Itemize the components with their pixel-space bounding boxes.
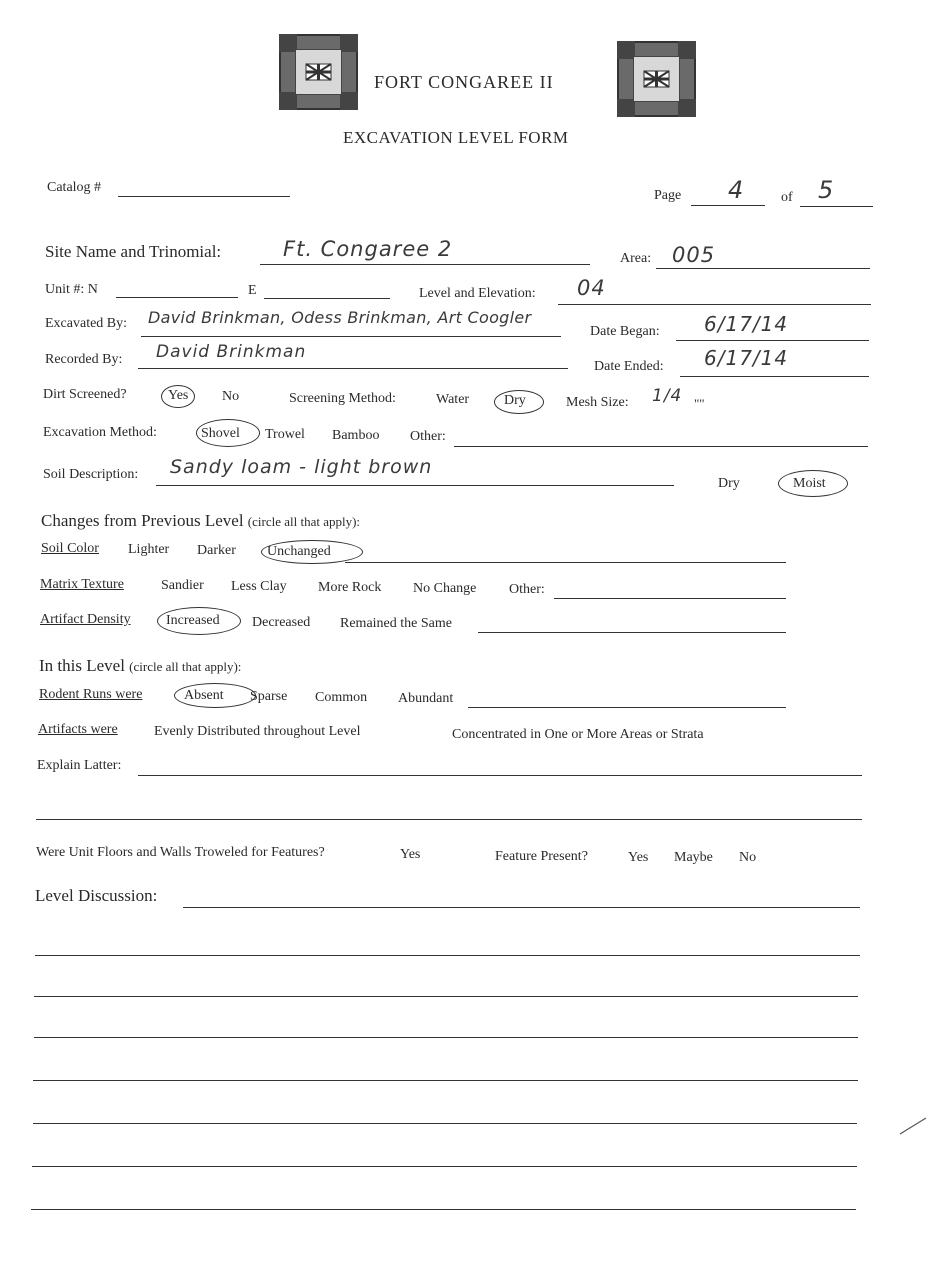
screening-dry-circle [494,390,544,414]
screening-dry-option[interactable]: Dry [504,393,526,408]
unit-e-field[interactable] [264,298,390,299]
discussion-line-8[interactable] [31,1209,856,1210]
discussion-line-6[interactable] [33,1123,857,1124]
date-began-label: Date Began: [590,324,660,339]
of-value: 5 [818,176,835,204]
matrix-more-rock[interactable]: More Rock [318,580,382,595]
soil-dry-option[interactable]: Dry [718,476,740,491]
soil-moist-circle [778,470,848,497]
discussion-line-4[interactable] [34,1037,858,1038]
excavation-method-label: Excavation Method: [43,425,157,440]
explain-field-2[interactable] [36,819,862,820]
matrix-sandier[interactable]: Sandier [161,578,204,593]
excavated-field[interactable] [141,336,561,337]
artifact-field[interactable] [478,632,786,633]
fort-emblem-right-icon [617,41,696,117]
level-value: 04 [577,276,606,300]
unit-n-field[interactable] [116,297,238,298]
method-bamboo-option[interactable]: Bamboo [332,428,380,443]
dirt-screened-label: Dirt Screened? [43,387,127,402]
rodent-common[interactable]: Common [315,690,368,705]
soil-color-label: Soil Color [41,541,99,556]
method-trowel-option[interactable]: Trowel [265,427,305,442]
site-label: Site Name and Trinomial: [45,242,222,261]
screening-water-option[interactable]: Water [436,392,470,407]
explain-latter-label: Explain Latter: [37,758,122,773]
method-shovel-circle [196,419,260,447]
artifact-decreased[interactable]: Decreased [252,615,311,630]
rodent-abundant[interactable]: Abundant [398,691,454,706]
dirt-yes-circle [161,385,195,408]
site-field[interactable] [260,264,590,265]
artifact-increased[interactable]: Increased [166,613,220,628]
soil-description-value: Sandy loam - light brown [170,456,433,478]
soil-description-label: Soil Description: [43,467,139,482]
troweled-question: Were Unit Floors and Walls Troweled for Features? [36,845,325,860]
changes-heading [41,511,360,531]
date-ended-value: 6/17/14 [704,346,789,370]
artifacts-concentrated[interactable]: Concentrated in One or More Areas or Strata [452,727,704,742]
artifact-remained[interactable]: Remained the Same [340,616,452,631]
rodent-absent-circle [174,683,256,708]
of-field[interactable] [800,206,873,207]
level-field[interactable] [558,304,871,305]
soil-description-field[interactable] [156,485,674,486]
page-field[interactable] [691,205,765,206]
of-label: of [781,190,793,205]
rodent-sparse[interactable]: Sparse [250,689,288,704]
mesh-size-label: Mesh Size: [566,395,629,410]
recorded-value: David Brinkman [156,342,307,362]
date-ended-field[interactable] [680,376,869,377]
fort-emblem-left-icon [279,34,358,110]
form-title: FORT CONGAREE II [374,72,554,92]
method-shovel-option[interactable]: Shovel [201,426,240,441]
area-value: 005 [672,243,716,267]
artifacts-were-label: Artifacts were [38,722,118,737]
soil-color-unchanged-circle [261,540,363,564]
explain-field-1[interactable] [138,775,862,776]
unit-e-label: E [248,283,257,298]
feature-maybe[interactable]: Maybe [674,850,713,865]
level-heading-note: (circle all that apply): [129,659,242,674]
feature-yes[interactable]: Yes [628,850,649,865]
method-other-option[interactable]: Other: [410,429,446,444]
area-label: Area: [620,251,652,266]
area-field[interactable] [656,268,870,269]
soil-color-field[interactable] [345,562,786,563]
site-value: Ft. Congaree 2 [283,237,453,261]
changes-heading-note: (circle all that apply): [247,514,361,529]
artifacts-evenly[interactable]: Evenly Distributed throughout Level [154,724,361,739]
screening-method-label: Screening Method: [289,391,396,406]
troweled-yes[interactable]: Yes [400,847,421,862]
feature-no[interactable]: No [739,850,757,865]
matrix-other[interactable]: Other: [509,582,545,597]
rodent-absent[interactable]: Absent [184,688,224,703]
soil-color-darker[interactable]: Darker [197,543,236,558]
mesh-size-value: 1/4 [652,386,683,406]
excavated-label: Excavated By: [45,316,128,331]
discussion-line-7[interactable] [32,1166,857,1167]
recorded-field[interactable] [138,368,568,369]
rodent-runs-label: Rodent Runs were [39,687,143,702]
scan-mark [898,1108,928,1138]
page-label: Page [654,188,682,203]
soil-color-unchanged[interactable]: Unchanged [267,544,331,559]
discussion-line-3[interactable] [34,996,858,997]
method-other-field[interactable] [454,446,868,447]
excavated-value: David Brinkman, Odess Brinkman, Art Coogler [148,308,532,327]
level-heading-text: In this Level [39,656,125,675]
level-label: Level and Elevation: [419,286,536,301]
matrix-texture-label: Matrix Texture [40,577,124,592]
level-discussion-label: Level Discussion: [35,886,158,905]
discussion-line-5[interactable] [33,1080,858,1081]
artifact-density-label: Artifact Density [40,612,131,627]
feature-present-label: Feature Present? [495,849,588,864]
page-value: 4 [728,176,745,204]
matrix-other-field[interactable] [554,598,786,599]
matrix-less-clay[interactable]: Less Clay [231,579,287,594]
artifact-increased-circle [157,607,241,635]
changes-heading-text: Changes from Previous Level [41,511,244,530]
rodent-field[interactable] [468,707,786,708]
date-ended-label: Date Ended: [594,359,664,374]
dirt-yes-option[interactable]: Yes [168,388,189,403]
form-subtitle: EXCAVATION LEVEL FORM [343,128,569,147]
date-began-value: 6/17/14 [704,312,789,336]
mesh-size-unit: "" [694,396,705,411]
soil-color-lighter[interactable]: Lighter [128,542,170,557]
dirt-no-option[interactable]: No [222,389,240,404]
recorded-label: Recorded By: [45,352,123,367]
date-began-field[interactable] [676,340,869,341]
discussion-line-1[interactable] [183,907,860,908]
discussion-line-2[interactable] [35,955,860,956]
matrix-no-change[interactable]: No Change [413,581,477,596]
catalog-field[interactable] [118,196,290,197]
level-heading [39,656,241,676]
unit-label: Unit #: N [45,282,98,297]
catalog-label: Catalog # [47,180,102,195]
soil-moist-option[interactable]: Moist [793,476,826,491]
